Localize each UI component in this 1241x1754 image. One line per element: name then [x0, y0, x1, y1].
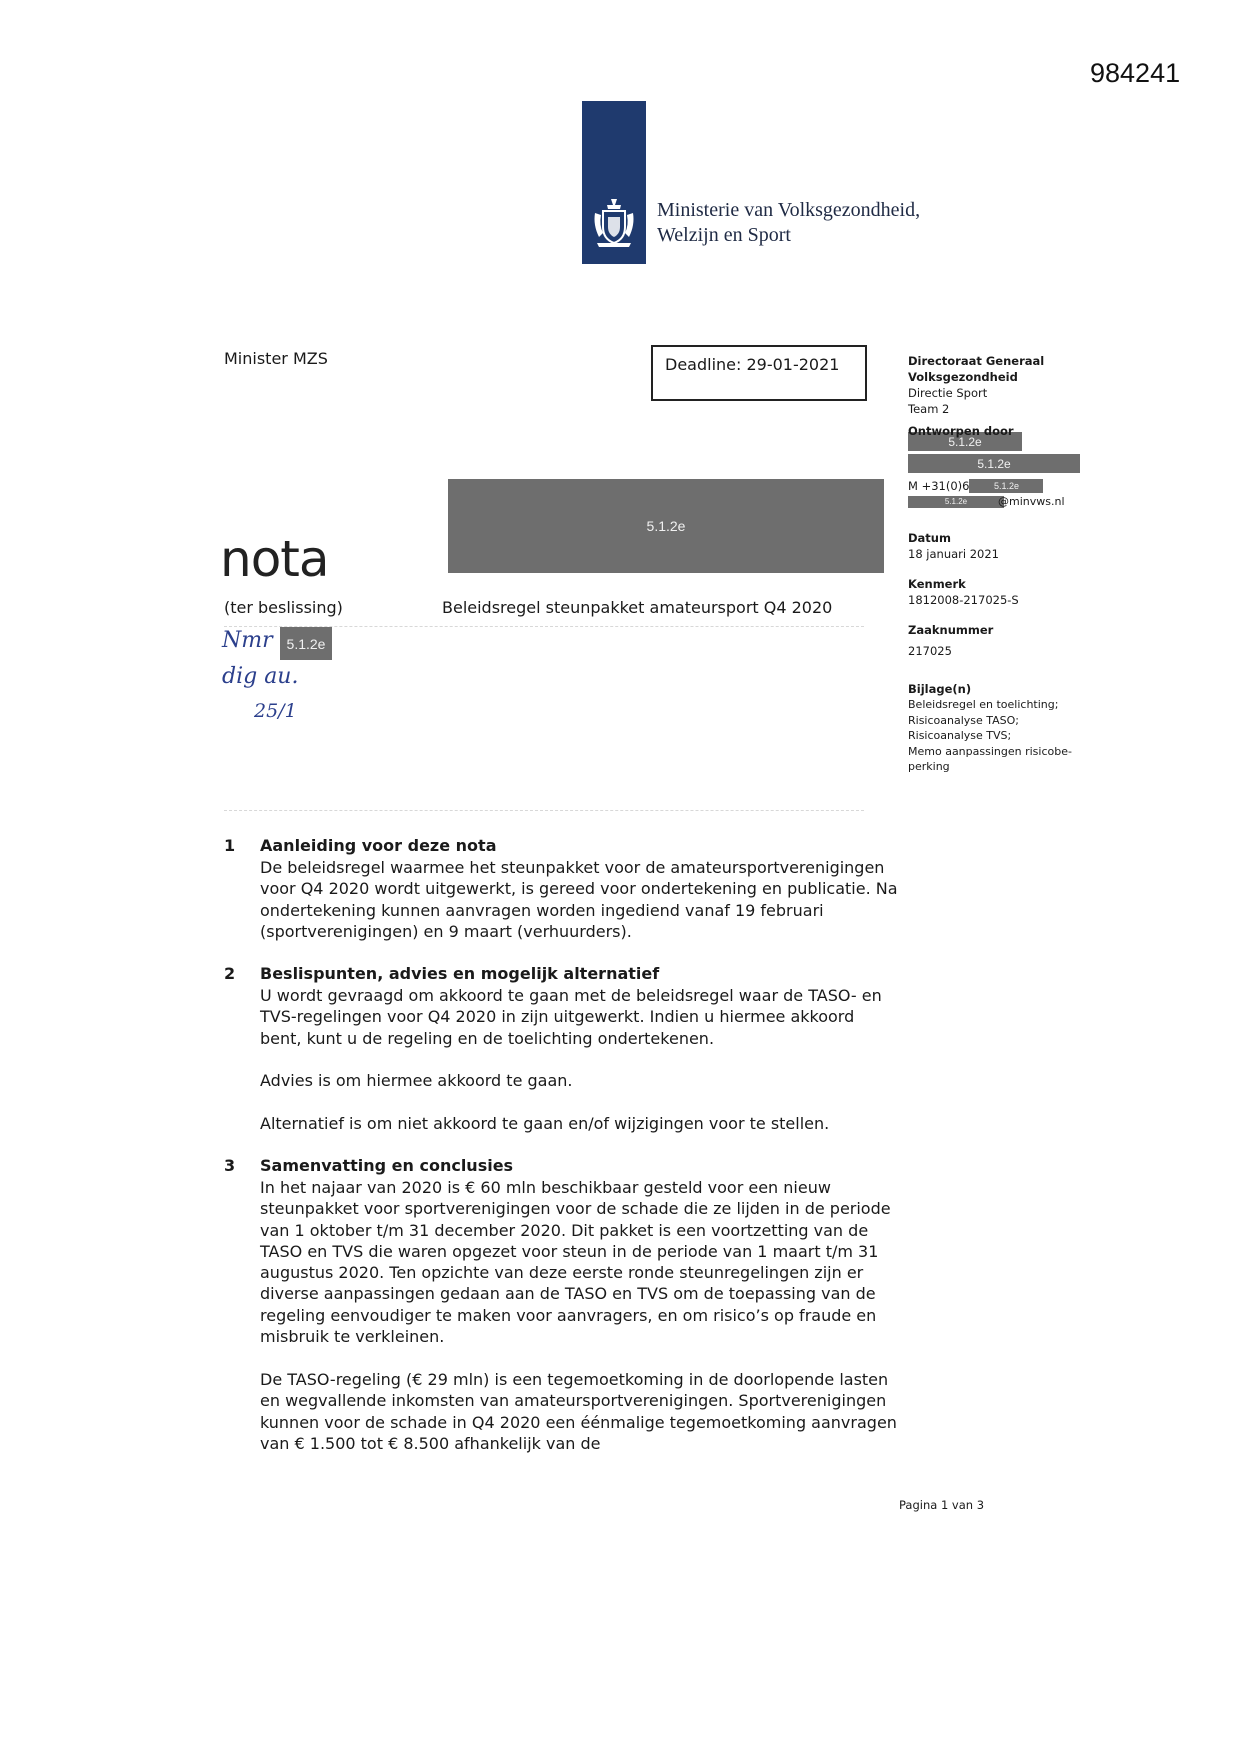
attachment-item: perking: [908, 760, 950, 773]
email-row: [908, 494, 1088, 510]
section-1-heading: Aanleiding voor deze nota: [260, 836, 497, 855]
handwritten-note-2: dig au.: [222, 664, 299, 689]
designed-by-label: Ontworpen door: [908, 424, 1014, 438]
page-number: Pagina 1 van 3: [899, 1498, 985, 1512]
document-title: nota: [220, 530, 329, 588]
case-label: Zaaknummer: [908, 623, 994, 637]
section-1-paragraph-1: De beleidsregel waarmee het steunpakket voor de amateursportverenigingen voor Q4 2020 wordt uitgewerkt, is gereed voor ondertekening en publicatie. Na ondertekening kunnen aanvragen worden ingediend vanaf 19 februari (sportverenigingen) en 9 maart (verhuurders).: [260, 858, 898, 941]
subject-line: Beleidsregel steunpakket amateursport Q4 2020: [442, 598, 833, 617]
handwritten-redaction: 5.1.2e: [280, 627, 332, 660]
phone-prefix: M +31(0)6: [908, 479, 970, 493]
section-3-number: 3: [224, 1156, 236, 1175]
section-2-paragraph-1: U wordt gevraagd om akkoord te gaan met de beleidsregel waar de TASO- en TVS-regelingen voor Q4 2020 in zijn uitgewerkt. Indien u hiermee akkoord bent, kunt u de regeling en de toelichting ondertekenen.: [260, 986, 882, 1048]
section-3-heading: Samenvatting en conclusies: [260, 1156, 514, 1175]
date-value: 18 januari 2021: [908, 547, 1000, 561]
attachments-label: Bijlage(n): [908, 682, 972, 696]
reference-label: Kenmerk: [908, 577, 966, 591]
attachment-item: Beleidsregel en toelichting;: [908, 698, 1059, 711]
team: Team 2: [908, 402, 950, 416]
attachment-item: Risicoanalyse TVS;: [908, 729, 1012, 742]
government-logo: [582, 101, 646, 264]
reference-value: 1812008-217025-S: [908, 593, 1019, 607]
document-id: 984241: [1090, 58, 1181, 88]
redaction-block: 5.1.2e: [448, 479, 884, 573]
department: Directie Sport: [908, 386, 988, 400]
attachments-list: [908, 697, 1088, 775]
addressee: Minister MZS: [224, 349, 328, 368]
deadline-box: Deadline: 29-01-2021: [651, 345, 867, 401]
designer-redaction-2: 5.1.2e: [908, 454, 1080, 473]
handwritten-note-1: Nmr: [222, 628, 273, 653]
directorate-line-2: Volksgezondheid: [908, 370, 1018, 384]
ministry-name: [657, 198, 920, 248]
ministry-line-1: Ministerie van Volksgezondheid,: [657, 199, 921, 221]
attachment-item: Memo aanpassingen risicobe-: [908, 744, 1072, 758]
case-value: 217025: [908, 644, 952, 658]
attachment-item: Risicoanalyse TASO;: [908, 713, 1020, 727]
phone-row: [908, 478, 1088, 494]
directorate-line-1: Directoraat Generaal: [908, 354, 1045, 368]
sidebar: [908, 353, 1088, 775]
section-2-heading: Beslispunten, advies en mogelijk alternatief: [260, 964, 660, 983]
section-3-paragraph-1: In het najaar van 2020 is € 60 mln beschikbaar gesteld voor een nieuw steunpakket voor sportverenigingen voor de schade die ze lijden in de periode van 1 oktober t/m 31 december 2020. Dit pakket is een voortzetting van de TASO en TVS die waren opgezet voor steun in de periode van 1 maart t/m 31 augustus 2020. Ten opzichte van deze eerste ronde steunregelingen zijn er diverse aanpassingen gedaan aan de TASO en TVS om de toepassing van de regeling eenvoudiger te maken voor aanvragers, en om risico’s op fraude en misbruik te verkleinen.: [260, 1178, 891, 1347]
section-2-number: 2: [224, 964, 236, 983]
coat-of-arms-icon: [591, 197, 637, 249]
section-1-number: 1: [224, 836, 236, 855]
document-subtitle: (ter beslissing): [224, 598, 343, 617]
handwritten-note-3: 25/1: [254, 700, 297, 722]
section-3-paragraph-2: De TASO-regeling (€ 29 mln) is een tegemoetkoming in de doorlopende lasten en wegvallende inkomsten van amateursportverenigingen. Sportverenigingen kunnen voor de schade in Q4 2020 een éénmalige tegemoetkoming aanvragen van € 1.500 tot € 8.500 afhankelijk van de: [260, 1370, 897, 1453]
designer-redaction-1: 5.1.2e: [908, 432, 1022, 451]
section-2-paragraph-2: Advies is om hiermee akkoord te gaan.: [260, 1071, 573, 1090]
email-suffix: @minvws.nl: [998, 495, 1065, 508]
date-label: Datum: [908, 531, 951, 545]
phone-redaction: 5.1.2e: [969, 479, 1043, 493]
email-redaction: 5.1.2e: [908, 496, 1004, 508]
section-2-paragraph-3: Alternatief is om niet akkoord te gaan en/of wijzigingen voor te stellen.: [260, 1114, 830, 1133]
divider-bottom: [224, 810, 864, 811]
ministry-line-2: Welzijn en Sport: [657, 224, 791, 246]
